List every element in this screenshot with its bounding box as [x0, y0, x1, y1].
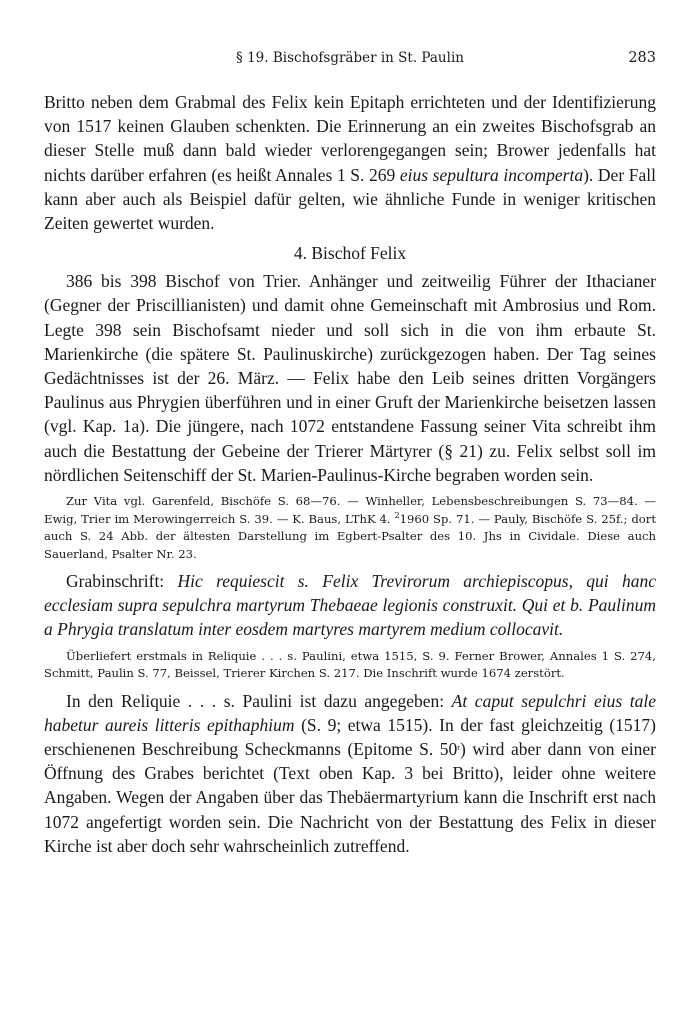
paragraph-biography: 386 bis 398 Bischof von Trier. Anhänger und zeitweilig Führer der Ithacianer (Gegner der Priscillianisten) und damit ohne Gemeinschaft mit Ambrosius und Rom. Legte 398 sein Bischofsamt nieder und soll sich in die von ihm erbaute St. Marienkirche (die spätere St. Paulinuskirche) zurückgezogen haben. Der Tag seines Gedächtnisses ist der 26. März. — Felix habe den Leib seines dritten Vorgängers Paulinus aus Phrygien überführen und in einer Gruft der Marienkirche beisetzen lassen (vgl. Kap. 1a). Die jüngere, nach 1072 entstandene Fassung seiner Vita schreibt ihm auch die Bestattung der Gebeine der Trierer Märtyrer (§ 21) zu. Felix selbst soll im nördlichen Seitenschiff der St. Marien-Paulinus-Kirche begraben worden sein. [44, 271, 656, 485]
note-text: Überliefert erstmals in Reliquie . . . s. Paulini, etwa 1515, S. 9. Ferner Brower, Annales 1 S. 274, Schmitt, Paulin S. 77, Beissel, Trierer Kirchen S. 217. Die Inschrift wurde 1674 zerstört. [44, 648, 656, 681]
paragraph-inscription [44, 569, 656, 642]
tradition-note [44, 648, 656, 683]
paragraph-text: In den Reliquie . . . s. Paulini ist dazu angegeben: [66, 690, 452, 711]
folio-superscript: r [457, 743, 460, 753]
paragraph-final [44, 689, 656, 858]
paragraph-text: Britto neben dem Grabmal des Felix kein Epitaph errichteten und der Identifizierung von 1517 keinen Glauben schenkten. Die Erinnerung an ein zweites Bischofsgrab an dieser Stelle muß dann bald wieder verlorengegangen sein; Brower jedenfalls hat nichts darüber erfahren (es heißt Annales 1 S. 269 [44, 92, 656, 185]
note-text: 1960 Sp. 71. — Pauly, Bischöfe S. 25f.; dort auch S. 24 Abb. der ältesten Darstellung im Egbert-Psalter des 10. Jhs in Cividale. Diese auch Sauerland, Psalter Nr. 23. [44, 511, 656, 561]
running-head [44, 50, 656, 72]
book-page [44, 50, 656, 858]
latin-quote: At caput sepulchri eius tale habetur aureis litteris epithaphium [44, 690, 656, 735]
paragraph-text: (S. 9; etwa 1515). In der fast gleichzeitig (1517) erschienenen Beschreibung Scheckmanns (Epitome S. 50 [44, 714, 656, 760]
paragraph-text: ) wird aber dann von einer Öffnung des Grabes berichtet (Text oben Kap. 3 bei Britto), leider ohne weitere Angaben. Wegen der Angaben über das Thebäermartyrium kann die Inschrift erst nach 1072 angefertigt worden sein. Die Nachricht von der Bestattung des Felix in dieser Kirche ist aber doch sehr wahrscheinlich zutreffend. [44, 739, 657, 856]
paragraph-text: ). Der Fall kann aber auch als Beispiel dafür gelten, wie ähnliche Funde in weniger kritischen Zeiten gewertet wurden. [44, 164, 656, 234]
bibliography-note [44, 493, 656, 563]
paragraph-continued [44, 90, 656, 235]
note-text: Zur Vita vgl. Garenfeld, Bischöfe S. 68—76. — Winheller, Lebensbeschreibungen S. 73—84. — Ewig, Trier im Merowingerreich S. 39. — K. Baus, LThK 4. [44, 494, 656, 526]
body-text [44, 90, 656, 858]
running-title: § 19. Bischofsgräber in St. Paulin [236, 50, 464, 66]
inscription-text: Hic requiescit s. Felix Trevirorum archiepiscopus, qui hanc ecclesiam supra sepulchra martyrum Thebaeae legionis construxit. Qui et b. Paulinum a Phrygia translatum inter eosdem martyres martyrem medium collocavit. [44, 571, 656, 640]
inscription-label: Grabinschrift: [66, 571, 178, 592]
page-number: 283 [628, 50, 656, 66]
latin-quote: eius sepultura incomperta [399, 164, 584, 185]
edition-superscript: 2 [394, 510, 400, 520]
section-heading: 4. Bischof Felix [293, 243, 407, 264]
